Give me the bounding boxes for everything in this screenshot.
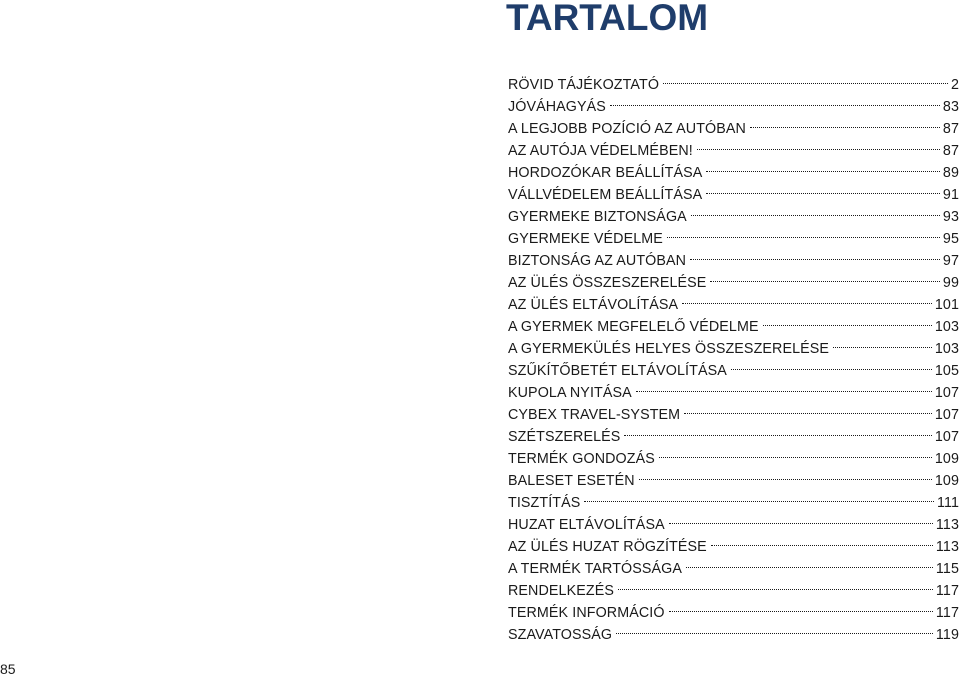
toc-entry-label: AZ ÜLÉS HUZAT RÖGZÍTÉSE bbox=[508, 539, 707, 555]
dot-leader bbox=[691, 199, 940, 221]
toc-entry-label: BIZTONSÁG AZ AUTÓBAN bbox=[508, 253, 687, 269]
dot-leader bbox=[624, 419, 931, 441]
dot-leader bbox=[659, 441, 932, 463]
dot-leader bbox=[750, 111, 940, 133]
dot-leader bbox=[833, 331, 932, 353]
toc-entry-page: 111 bbox=[936, 495, 959, 511]
toc-entry-page: 87 bbox=[942, 143, 959, 159]
toc-entry-label: CYBEX TRAVEL-SYSTEM bbox=[508, 407, 681, 423]
toc-entry-page: 103 bbox=[934, 319, 959, 335]
dot-leader bbox=[711, 529, 933, 551]
dot-leader bbox=[667, 221, 940, 243]
toc-entry-label: A GYERMEK MEGFELELŐ VÉDELME bbox=[508, 319, 759, 335]
dot-leader bbox=[663, 67, 948, 89]
toc-entry-label: SZŰKÍTŐBETÉT ELTÁVOLÍTÁSA bbox=[508, 363, 727, 379]
toc-entry-page: 101 bbox=[934, 297, 959, 313]
toc-entry-label: A GYERMEKÜLÉS HELYES ÖSSZESZERELÉSE bbox=[508, 341, 830, 357]
dot-leader bbox=[639, 463, 932, 485]
dot-leader bbox=[616, 617, 933, 639]
toc-entry-page: 87 bbox=[942, 121, 959, 137]
toc-entry-label: RENDELKEZÉS bbox=[508, 583, 614, 599]
dot-leader bbox=[706, 177, 940, 199]
toc-entry-label: A TERMÉK TARTÓSSÁGA bbox=[508, 561, 683, 577]
toc-entry-page: 117 bbox=[935, 583, 959, 599]
toc-entry-label: A LEGJOBB POZÍCIÓ AZ AUTÓBAN bbox=[508, 121, 746, 137]
toc-entry-page: 113 bbox=[935, 517, 959, 533]
toc-entry-page: 103 bbox=[934, 341, 959, 357]
page-title: TARTALOM bbox=[506, 0, 709, 38]
toc-entry-label: RÖVID TÁJÉKOZTATÓ bbox=[508, 77, 660, 93]
toc-entry-page: 93 bbox=[942, 209, 959, 225]
toc-entry-page: 97 bbox=[942, 253, 959, 269]
toc-entry[interactable] bbox=[508, 67, 959, 93]
toc-entry-label: HORDOZÓKAR BEÁLLÍTÁSA bbox=[508, 165, 703, 181]
toc-entry-page: 91 bbox=[942, 187, 959, 203]
toc-entry-label: TERMÉK GONDOZÁS bbox=[508, 451, 655, 467]
dot-leader bbox=[686, 551, 933, 573]
toc-entry-label: VÁLLVÉDELEM BEÁLLÍTÁSA bbox=[508, 187, 703, 203]
toc-entry-page: 99 bbox=[942, 275, 959, 291]
toc-entry-page: 95 bbox=[942, 231, 959, 247]
toc-entry-page: 107 bbox=[934, 429, 959, 445]
dot-leader bbox=[706, 155, 940, 177]
toc-entry-page: 113 bbox=[935, 539, 959, 555]
toc-entry-label: TERMÉK INFORMÁCIÓ bbox=[508, 605, 665, 621]
dot-leader bbox=[682, 287, 932, 309]
toc-entry-page: 2 bbox=[950, 77, 959, 93]
toc-entry-page: 119 bbox=[935, 627, 959, 643]
toc-entry-page: 107 bbox=[934, 385, 959, 401]
toc-entry-page: 109 bbox=[934, 451, 959, 467]
toc-entry-page: 89 bbox=[942, 165, 959, 181]
toc-entry-page: 83 bbox=[942, 99, 959, 115]
toc-entry-page: 109 bbox=[934, 473, 959, 489]
toc-entry-page: 117 bbox=[935, 605, 959, 621]
dot-leader bbox=[690, 243, 940, 265]
dot-leader bbox=[618, 573, 933, 595]
toc-entry-label: AZ ÜLÉS ÖSSZESZERELÉSE bbox=[508, 275, 707, 291]
dot-leader bbox=[763, 309, 932, 331]
toc-entry-label: GYERMEKE VÉDELME bbox=[508, 231, 663, 247]
toc-entry-label: SZAVATOSSÁG bbox=[508, 627, 613, 643]
toc-entry-label: BALESET ESETÉN bbox=[508, 473, 635, 489]
toc-entry-label: AZ AUTÓJA VÉDELMÉBEN! bbox=[508, 143, 693, 159]
dot-leader bbox=[684, 397, 932, 419]
dot-leader bbox=[610, 89, 940, 111]
toc-entry-page: 107 bbox=[934, 407, 959, 423]
dot-leader bbox=[731, 353, 932, 375]
toc-entry-label: GYERMEKE BIZTONSÁGA bbox=[508, 209, 687, 225]
dot-leader bbox=[584, 485, 934, 507]
toc-entry-page: 115 bbox=[935, 561, 959, 577]
page-number: 85 bbox=[0, 661, 16, 677]
dot-leader bbox=[669, 507, 933, 529]
toc-entry-label: SZÉTSZERELÉS bbox=[508, 429, 621, 445]
dot-leader bbox=[710, 265, 939, 287]
toc-entry-label: TISZTÍTÁS bbox=[508, 495, 581, 511]
toc-entry-label: KUPOLA NYITÁSA bbox=[508, 385, 632, 401]
toc-entry-label: HUZAT ELTÁVOLÍTÁSA bbox=[508, 517, 665, 533]
toc-entry-page: 105 bbox=[934, 363, 959, 379]
toc-entry-label: JÓVÁHAGYÁS bbox=[508, 99, 606, 115]
dot-leader bbox=[636, 375, 932, 397]
toc-entry-label: AZ ÜLÉS ELTÁVOLÍTÁSA bbox=[508, 297, 679, 313]
dot-leader bbox=[697, 133, 940, 155]
table-of-contents bbox=[508, 67, 959, 643]
dot-leader bbox=[669, 595, 933, 617]
